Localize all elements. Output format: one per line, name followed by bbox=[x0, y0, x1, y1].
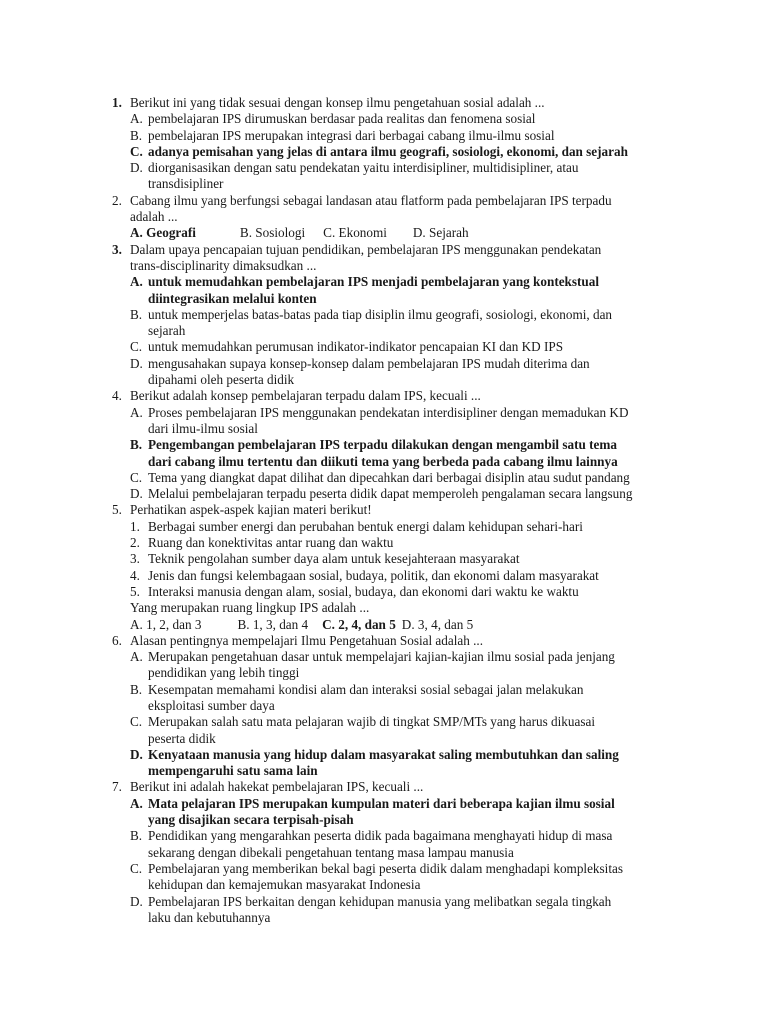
question-number: 1. bbox=[112, 95, 122, 110]
question-1 bbox=[112, 95, 672, 193]
option-label: A. bbox=[130, 795, 143, 811]
option-text-line: Pembelajaran yang memberikan bekal bagi peserta didik dalam menghadapi kompleksitas bbox=[148, 860, 623, 876]
question-stem bbox=[112, 633, 672, 649]
option-label: C. bbox=[130, 469, 143, 485]
question-2 bbox=[112, 193, 672, 242]
question-stem-line: Berikut ini yang tidak sesuai dengan konsep ilmu pengetahuan sosial adalah ... bbox=[130, 95, 545, 110]
option-text-line: yang disajikan secara terpisah-pisah bbox=[148, 812, 354, 828]
inline-option: D. Sejarah bbox=[412, 225, 469, 241]
inline-option: C. 2, 4, dan 5 bbox=[322, 616, 396, 632]
aspect-item bbox=[112, 584, 672, 600]
option-text-line: Pengembangan pembelajaran IPS terpadu dilakukan dengan mengambil satu tema bbox=[148, 437, 617, 453]
question-number: 2. bbox=[112, 192, 122, 208]
question-list bbox=[112, 95, 672, 926]
option-text-line: transdisipliner bbox=[148, 176, 224, 192]
option-text-line: Merupakan salah satu mata pelajaran wajib di tingkat SMP/MTs yang harus dikuasai bbox=[148, 714, 595, 730]
question-5 bbox=[112, 502, 672, 632]
aspect-item-number: 1. bbox=[130, 518, 140, 534]
option-text-line: Mata pelajaran IPS merupakan kumpulan materi dari beberapa kajian ilmu sosial bbox=[148, 795, 615, 811]
question-stem bbox=[112, 388, 672, 404]
aspect-item-number: 2. bbox=[130, 535, 140, 551]
option-c bbox=[112, 861, 672, 894]
inline-option: A. 1, 2, dan 3 bbox=[130, 616, 202, 632]
question-stem-line: Dalam upaya pencapaian tujuan pendidikan, pembelajaran IPS menggunakan pendekatan bbox=[130, 241, 602, 257]
option-text-line: Proses pembelajaran IPS menggunakan pendekatan interdisipliner dengan memadukan KD bbox=[148, 404, 629, 420]
option-text-line: eksploitasi sumber daya bbox=[148, 697, 275, 713]
aspect-item-text: Berbagai sumber energi dan perubahan bentuk energi dalam kehidupan sehari-hari bbox=[148, 518, 583, 534]
option-label: D. bbox=[130, 746, 143, 762]
option-a bbox=[112, 796, 672, 829]
question-stem bbox=[112, 242, 672, 275]
option-label: D. bbox=[130, 893, 143, 909]
option-label: A. bbox=[130, 111, 143, 127]
option-text-line: Tema yang diangkat dapat dilihat dan dipecahkan dari berbagai disiplin atau sudut pandang bbox=[148, 469, 630, 485]
inline-options bbox=[112, 225, 672, 241]
option-d bbox=[112, 894, 672, 927]
option-label: B. bbox=[130, 306, 143, 322]
option-label: D. bbox=[130, 160, 143, 176]
option-d bbox=[112, 160, 672, 193]
question-stem-line: adalah ... bbox=[130, 209, 178, 225]
option-text-line: pembelajaran IPS dirumuskan berdasar pada realitas dan fenomena sosial bbox=[148, 111, 536, 127]
option-d bbox=[112, 356, 672, 389]
option-label: A. bbox=[130, 404, 143, 420]
question-stem-line: trans-disciplinarity dimaksudkan ... bbox=[130, 257, 317, 273]
aspect-item-text: Interaksi manusia dengan alam, sosial, budaya, dan ekonomi dari waktu ke waktu bbox=[148, 583, 579, 599]
question-stem-line: Berikut adalah konsep pembelajaran terpadu dalam IPS, kecuali ... bbox=[130, 388, 481, 404]
question-7 bbox=[112, 779, 672, 926]
option-text-line: pendidikan yang lebih tinggi bbox=[148, 665, 300, 681]
aspect-item-number: 5. bbox=[130, 583, 140, 599]
aspect-item bbox=[112, 519, 672, 535]
aspect-item-text: Jenis dan fungsi kelembagaan sosial, budaya, politik, dan ekonomi dalam masyarakat bbox=[148, 567, 599, 583]
question-number: 7. bbox=[112, 779, 122, 795]
option-c bbox=[112, 144, 672, 160]
question-stem bbox=[112, 95, 672, 111]
option-text-line: untuk memudahkan perumusan indikator-indikator pencapaian KI dan KD IPS bbox=[148, 339, 564, 355]
aspect-item bbox=[112, 568, 672, 584]
question-4 bbox=[112, 388, 672, 502]
option-text-line: Pendidikan yang mengarahkan peserta didik pada bagaimana menghayati hidup di masa bbox=[148, 828, 613, 844]
option-text-line: kehidupan dan kemajemukan masyarakat Indonesia bbox=[148, 877, 421, 893]
option-label: D. bbox=[130, 355, 143, 371]
inline-options bbox=[112, 617, 672, 633]
option-text-line: untuk memudahkan pembelajaran IPS menjadi pembelajaran yang kontekstual bbox=[148, 274, 600, 290]
inline-option: D. 3, 4, dan 5 bbox=[401, 616, 474, 632]
option-text-line: peserta didik bbox=[148, 730, 216, 746]
option-c bbox=[112, 714, 672, 747]
option-text-line: diorganisasikan dengan satu pendekatan yaitu interdisipliner, multidisipliner, atau bbox=[148, 160, 579, 176]
aspect-item-number: 4. bbox=[130, 567, 140, 583]
option-label: B. bbox=[130, 681, 143, 697]
question-number: 3. bbox=[112, 241, 122, 257]
question-number: 5. bbox=[112, 502, 122, 518]
option-text-line: dari cabang ilmu tertentu dan diikuti tema yang berbeda pada cabang ilmu lainnya bbox=[148, 453, 618, 469]
question-prompt: Yang merupakan ruang lingkup IPS adalah ... bbox=[130, 600, 370, 616]
option-text-line: Merupakan pengetahuan dasar untuk mempelajari kajian-kajian ilmu sosial pada jenjang bbox=[148, 649, 615, 665]
aspect-item-text: Ruang dan konektivitas antar ruang dan waktu bbox=[148, 535, 394, 551]
question-stem bbox=[112, 779, 672, 795]
question-stem-line: Cabang ilmu yang berfungsi sebagai landasan atau flatform pada pembelajaran IPS terpadu bbox=[130, 192, 612, 208]
question-number: 4. bbox=[112, 388, 122, 404]
option-b bbox=[112, 437, 672, 470]
option-text-line: dipahami oleh peserta didik bbox=[148, 372, 295, 388]
option-text-line: diintegrasikan melalui konten bbox=[148, 290, 317, 306]
option-a bbox=[112, 405, 672, 438]
option-text-line: laku dan kebutuhannya bbox=[148, 909, 271, 925]
option-text-line: adanya pemisahan yang jelas di antara ilmu geografi, sosiologi, ekonomi, dan sejarah bbox=[148, 143, 628, 159]
option-text-line: untuk memperjelas batas-batas pada tiap disiplin ilmu geografi, sosiologi, ekonomi, dan bbox=[148, 306, 613, 322]
option-c bbox=[112, 339, 672, 355]
question-3 bbox=[112, 242, 672, 389]
option-label: B. bbox=[130, 828, 143, 844]
inline-option: B. Sosiologi bbox=[239, 225, 306, 241]
option-label: B. bbox=[130, 437, 143, 453]
option-label: A. bbox=[130, 649, 143, 665]
question-6 bbox=[112, 633, 672, 780]
aspect-item bbox=[112, 535, 672, 551]
option-label: D. bbox=[130, 486, 143, 502]
option-text-line: Melalui pembelajaran terpadu peserta didik dapat memperoleh pengalaman secara langsung bbox=[148, 486, 633, 502]
question-stem-line: Berikut ini adalah hakekat pembelajaran IPS, kecuali ... bbox=[130, 779, 424, 795]
option-a bbox=[112, 111, 672, 127]
option-a bbox=[112, 649, 672, 682]
option-text-line: Kenyataan manusia yang hidup dalam masyarakat saling membutuhkan dan saling bbox=[148, 746, 619, 762]
option-text-line: mengusahakan supaya konsep-konsep dalam pembelajaran IPS mudah diterima dan bbox=[148, 355, 590, 371]
inline-option: B. 1, 3, dan 4 bbox=[237, 616, 309, 632]
option-b bbox=[112, 307, 672, 340]
option-c bbox=[112, 470, 672, 486]
question-stem bbox=[112, 193, 672, 226]
option-d bbox=[112, 486, 672, 502]
option-a bbox=[112, 274, 672, 307]
option-text-line: Kesempatan memahami kondisi alam dan interaksi sosial sebagai jalan melakukan bbox=[148, 681, 584, 697]
option-label: C. bbox=[130, 143, 143, 159]
option-text-line: sejarah bbox=[148, 323, 186, 339]
option-b bbox=[112, 828, 672, 861]
question-stem bbox=[112, 502, 672, 518]
question-number: 6. bbox=[112, 632, 122, 648]
option-label: C. bbox=[130, 714, 143, 730]
aspect-item bbox=[112, 551, 672, 567]
inline-option: A. Geografi bbox=[130, 225, 196, 241]
aspect-item-text: Teknik pengolahan sumber daya alam untuk kesejahteraan masyarakat bbox=[148, 551, 520, 567]
question-stem-line: Perhatikan aspek-aspek kajian materi berikut! bbox=[130, 502, 372, 518]
question-stem-line: Alasan pentingnya mempelajari Ilmu Pengetahuan Sosial adalah ... bbox=[130, 632, 484, 648]
inline-option: C. Ekonomi bbox=[323, 225, 387, 241]
aspect-item-number: 3. bbox=[130, 551, 140, 567]
option-label: C. bbox=[130, 339, 143, 355]
option-text-line: mempengaruhi satu sama lain bbox=[148, 763, 318, 779]
option-text-line: Pembelajaran IPS berkaitan dengan kehidupan manusia yang melibatkan segala tingkah bbox=[148, 893, 612, 909]
option-text-line: pembelajaran IPS merupakan integrasi dari berbagai cabang ilmu-ilmu sosial bbox=[148, 127, 555, 143]
option-b bbox=[112, 128, 672, 144]
option-label: B. bbox=[130, 127, 143, 143]
option-text-line: sekarang dengan dibekali pengetahuan tentang masa lampau manusia bbox=[148, 844, 514, 860]
option-text-line: dari ilmu-ilmu sosial bbox=[148, 420, 258, 436]
option-b bbox=[112, 682, 672, 715]
option-label: A. bbox=[130, 274, 143, 290]
option-d bbox=[112, 747, 672, 780]
option-label: C. bbox=[130, 860, 143, 876]
